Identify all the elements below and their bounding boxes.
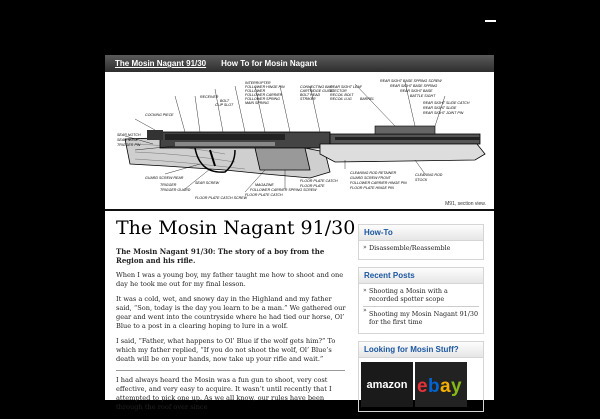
amazon-ad-banner[interactable]: [361, 362, 413, 407]
recent-post-link[interactable]: » Shooting my Mosin Nagant 91/30 for the first time: [363, 306, 479, 326]
sidebar-link-disassemble[interactable]: » Disassemble/Reassemble: [363, 244, 479, 252]
post-paragraph: I said, “Father, what happens to Ol’ Blue if the wolf gets him?” To which my father replied, “If you do not shoot the wolf, Ol’ Blue’s death will be on your hands, now take up your rifle and wait.”: [116, 337, 336, 363]
svg-text:y: y: [451, 375, 462, 397]
svg-text:REAR SIGHT JOINT PIN: REAR SIGHT JOINT PIN: [423, 111, 464, 115]
header-image-rifle-diagram: [105, 74, 494, 209]
svg-text:FOLLOWER CARRIER SPRING SCREW: FOLLOWER CARRIER SPRING SCREW: [250, 188, 317, 192]
svg-text:BATTLE SIGHT: BATTLE SIGHT: [410, 94, 436, 98]
svg-text:FLOOR PLATE CATCH SCREW: FLOOR PLATE CATCH SCREW: [195, 196, 247, 200]
svg-text:TRIGGER PIN: TRIGGER PIN: [117, 143, 141, 147]
svg-text:STOCK: STOCK: [415, 178, 428, 182]
main-nav: [105, 55, 494, 72]
svg-text:BARREL: BARREL: [360, 97, 375, 101]
widget-mosin-stuff: [358, 341, 484, 412]
sidebar: [358, 224, 484, 419]
svg-text:REAR SIGHT BASE SPRING SCREW: REAR SIGHT BASE SPRING SCREW: [380, 79, 442, 83]
svg-text:FOLLOWER CARRIER: FOLLOWER CARRIER: [245, 93, 283, 97]
nav-item-how-to[interactable]: How To for Mosin Nagant: [221, 59, 317, 68]
svg-text:SEAR SCREW: SEAR SCREW: [195, 181, 220, 185]
header-caption: M91, section view.: [445, 201, 486, 207]
svg-text:CONNECTING BAR: CONNECTING BAR: [300, 85, 333, 89]
svg-text:SEAR NOTCH: SEAR NOTCH: [117, 133, 141, 137]
post-paragraph: When I was a young boy, my father taught me how to shoot and one day he took me out for my final lesson.: [116, 271, 344, 288]
svg-text:REAR SIGHT BASE: REAR SIGHT BASE: [400, 89, 433, 93]
svg-text:CLIP SLOT: CLIP SLOT: [215, 103, 234, 107]
svg-text:e: e: [417, 375, 428, 397]
svg-text:REAR SIGHT SLIDE CATCH: REAR SIGHT SLIDE CATCH: [423, 101, 470, 105]
amazon-logo: amazon: [366, 378, 408, 391]
post-title[interactable]: The Mosin Nagant 91/30: [116, 217, 356, 239]
svg-text:GUARD SCREW FRONT: GUARD SCREW FRONT: [350, 176, 391, 180]
svg-text:FOLLOWER: FOLLOWER: [245, 89, 266, 93]
svg-text:BOLT HEAD: BOLT HEAD: [300, 93, 321, 97]
widget-title: Recent Posts: [359, 268, 483, 284]
svg-text:CLEANING ROD: CLEANING ROD: [415, 173, 443, 177]
svg-text:INTERRUPTER: INTERRUPTER: [245, 81, 271, 85]
top-bar-dash: [485, 20, 496, 22]
svg-text:TRIGGER: TRIGGER: [160, 183, 177, 187]
ad-row: [359, 358, 483, 411]
svg-text:COCKING PIECE: COCKING PIECE: [145, 113, 174, 117]
svg-text:REAR SIGHT BASE SPRING: REAR SIGHT BASE SPRING: [390, 84, 438, 88]
ebay-ad-banner[interactable]: [415, 362, 467, 407]
svg-text:RECEIVER: RECEIVER: [200, 95, 219, 99]
svg-text:CARTRIDGE GUIDE: CARTRIDGE GUIDE: [300, 89, 334, 93]
svg-text:FOLLOWER CARRIER HINGE PIN: FOLLOWER CARRIER HINGE PIN: [350, 181, 407, 185]
post-lead: The Mosin Nagant 91/30: The story of a boy from the Region and his rifle.: [116, 247, 325, 265]
widget-recent-posts: [358, 267, 484, 334]
svg-text:FLOOR PLATE CATCH: FLOOR PLATE CATCH: [245, 193, 283, 197]
recent-post-link[interactable]: » Shooting a Mosin with a recorded spotter scope: [363, 287, 479, 303]
svg-text:GUARD SCREW REAR: GUARD SCREW REAR: [145, 176, 184, 180]
svg-text:MAIN SPRING: MAIN SPRING: [245, 101, 269, 105]
svg-text:REAR SIGHT SLIDE: REAR SIGHT SLIDE: [423, 106, 457, 110]
widget-howto: [358, 224, 484, 260]
ebay-logo: [416, 373, 466, 397]
svg-text:SEAR NOSE: SEAR NOSE: [117, 138, 138, 142]
rifle-section-diagram: [105, 74, 494, 209]
svg-text:MAGAZINE: MAGAZINE: [255, 183, 274, 187]
svg-text:FOLLOWER SPRING: FOLLOWER SPRING: [245, 97, 280, 101]
header-divider: [105, 209, 494, 211]
svg-text:RECOIL LUG: RECOIL LUG: [330, 97, 352, 101]
svg-text:BOLT: BOLT: [220, 99, 230, 103]
svg-text:FLOOR PLATE: FLOOR PLATE: [300, 184, 325, 188]
svg-text:STRIKER: STRIKER: [300, 97, 316, 101]
widget-title: How-To: [359, 225, 483, 241]
nav-item-mosin-nagant[interactable]: The Mosin Nagant 91/30: [115, 59, 207, 68]
svg-text:REAR SIGHT LEAF: REAR SIGHT LEAF: [330, 85, 362, 89]
svg-text:a: a: [440, 375, 451, 397]
content-divider: [116, 370, 345, 371]
svg-text:CLEANING ROD RETAINER: CLEANING ROD RETAINER: [350, 171, 397, 175]
svg-text:EJECTOR: EJECTOR: [330, 89, 347, 93]
post-paragraph: It was a cold, wet, and snowy day in the Highland and my father said, “Son, today is the day you learn to be a man.” We gathered our gear and went into the countryside where he had tied our horse, Ol’ Blue to a post in a clearing hoping to lure in a wolf.: [116, 295, 346, 330]
svg-text:b: b: [428, 375, 440, 397]
svg-text:TRIGGER GUARD: TRIGGER GUARD: [160, 188, 191, 192]
page-wrapper: [105, 55, 494, 411]
widget-title: Looking for Mosin Stuff?: [359, 342, 483, 358]
svg-text:RECOIL BOLT: RECOIL BOLT: [330, 93, 354, 97]
svg-text:FLOOR PLATE HINGE PIN: FLOOR PLATE HINGE PIN: [350, 186, 394, 190]
svg-text:FOLLOWER HINGE PIN: FOLLOWER HINGE PIN: [245, 85, 285, 89]
post-paragraph: I had always heard the Mosin was a fun gun to shoot, very cost effective, and very easy to acquire. It wasn’t until recently that I attempted to pick one up. As we all know, our rules have been through the roof over since: [116, 376, 332, 411]
post-content: [116, 217, 356, 418]
svg-text:FLOOR PLATE CATCH: FLOOR PLATE CATCH: [300, 179, 338, 183]
